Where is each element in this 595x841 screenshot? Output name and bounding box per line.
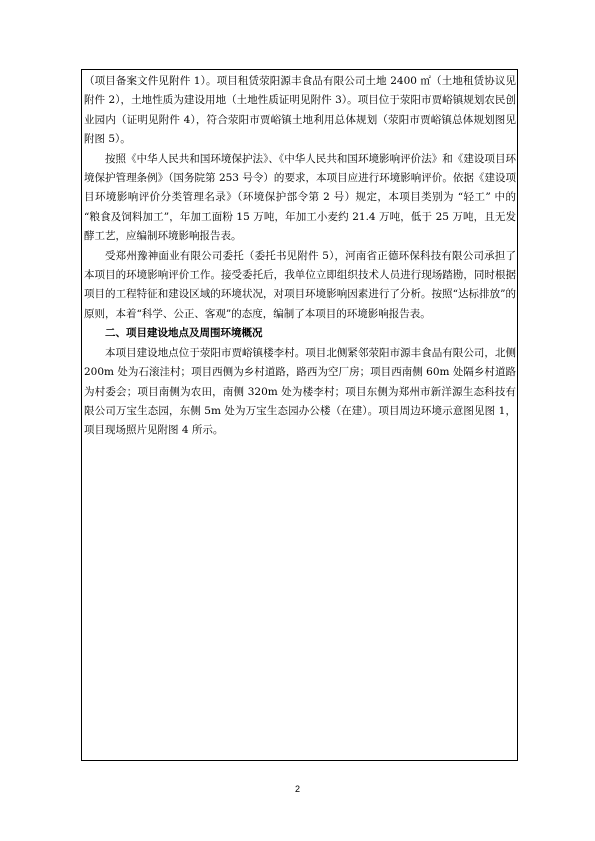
paragraph-site-location: 本项目建设地点位于荥阳市贾峪镇楼李村。项目北侧紧邻荥阳市源丰食品有限公司，北侧 200m 处为石滚洼村；项目西侧为乡村道路，路西为空厂房；项目西南侧 60m 处隔乡村道路为村委会；项目南侧为农田，南侧 320m 处为楼李村；项目东侧为郑州市新洋源生态科技有限公司万宝生态园，东侧 5m 处为万宝生态园办公楼（在建）。项目周边环境示意图见图 1，项目现场照片见附图 4 所示。 [84,346,516,437]
paragraph-commission: 受郑州豫神面业有限公司委托（委托书见附件 5），河南省正德环保科技有限公司承担了本项目的环境影响评价工作。接受委托后，我单位立即组织技术人员进行现场踏勘，同时根据项目的工程特征和建设区域的环境状况，对项目环境影响因素进行了分析。按照“达标排放”的原则，本着“科学、公正、客观”的态度，编制了本项目的环境影响报告表。 [84,249,516,320]
document-body [84,72,516,441]
section-heading: 二、项目建设地点及周围环境概况 [105,327,263,340]
paragraph-legal-basis: 按照《中华人民共和国环境保护法》、《中华人民共和国环境影响评价法》和《建设项目环境保护管理条例》（国务院第 253 号令）的要求，本项目应进行环境影响评价。依据《建设项目环境影响评价分类管理名录》（环境保护部令第 2 号）规定，本项目类别为 “轻工” 中的 “粮食及饲料加工”，年加工面粉 15 万吨，年加工小麦约 21.4 万吨，低于 25 万吨，且无发酵工艺，应编制环境影响报告表。 [84,152,516,243]
paragraph-project-filing: （项目备案文件见附件 1）。项目租赁荥阳源丰食品有限公司土地 2400 ㎡（土地租赁协议见附件 2），土地性质为建设用地（土地性质证明见附件 3）。项目位于荥阳市贾峪镇规划农民创业园内（证明见附件 4），符合荥阳市贾峪镇土地利用总体规划（荥阳市贾峪镇总体规划图见附图 5）。 [84,75,516,146]
page-number: 2 [294,784,300,794]
